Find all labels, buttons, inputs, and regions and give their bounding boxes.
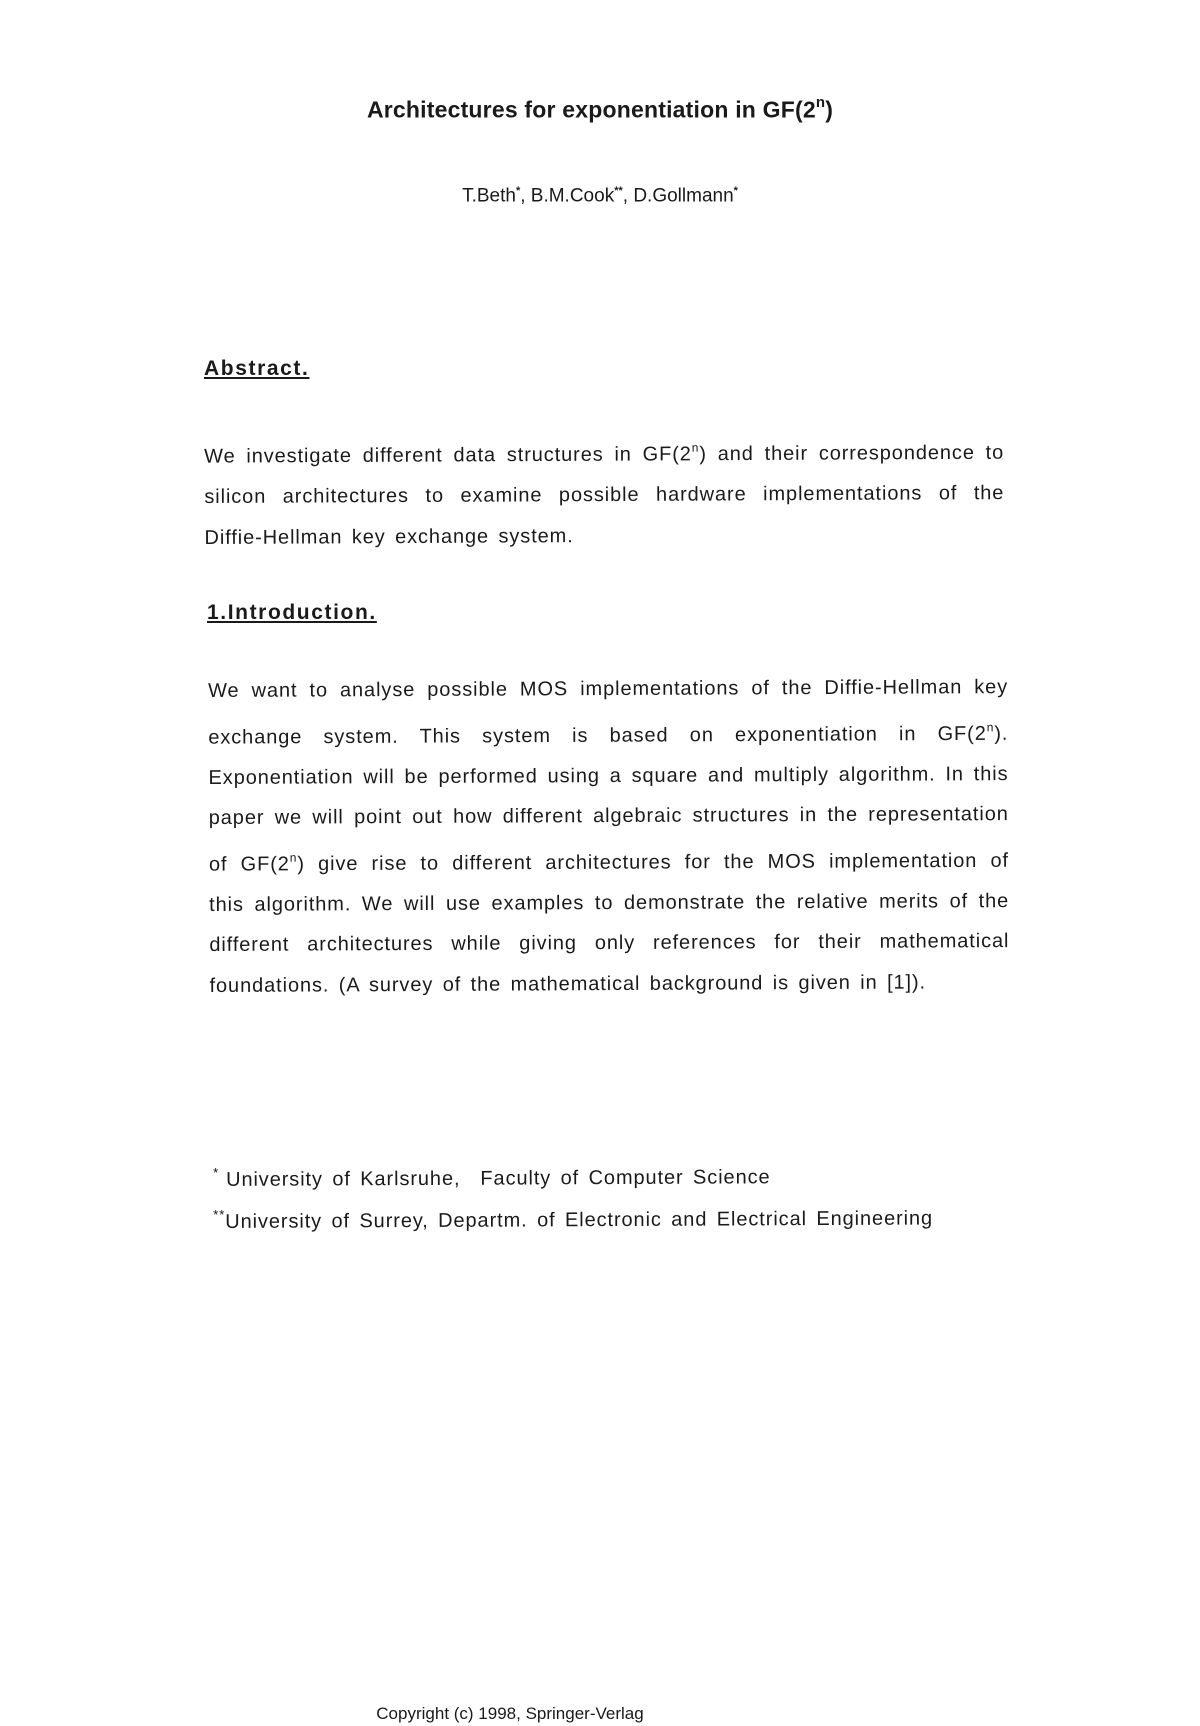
paper-title <box>0 96 1200 124</box>
introduction-heading: 1.Introduction. <box>207 601 377 624</box>
author-name: T.Beth <box>462 185 516 207</box>
author-affiliation-mark: * <box>515 185 521 197</box>
author-name: B.M.Cook <box>530 185 615 207</box>
footnotes <box>213 1156 933 1244</box>
footnote <box>213 1156 933 1202</box>
footnote-text: Faculty of Computer Science <box>480 1166 771 1190</box>
abstract-text-part: We investigate different data structures in GF(2 <box>204 443 692 468</box>
abstract-heading: Abstract. <box>204 357 310 380</box>
author-affiliation-mark: ** <box>614 185 623 197</box>
introduction-paragraph <box>208 667 1010 1006</box>
footnote-text: University of Surrey, Departm. of Electronic and Electrical Engineering <box>225 1207 934 1233</box>
title-text: Architectures for exponentiation in GF(2 <box>366 96 816 123</box>
footnote-text: University of Karlsruhe, <box>226 1167 461 1191</box>
intro-superscript: n <box>289 850 298 865</box>
abstract-superscript: n <box>691 440 700 455</box>
footnote <box>213 1198 933 1244</box>
author-name: D.Gollmann <box>633 185 734 207</box>
intro-superscript: n <box>986 719 995 734</box>
author-separator: , <box>520 185 531 207</box>
intro-text-part: We want to analyse possible MOS implementations of the Diffie-Hellman key exchange system. This system is based on exponentiation in GF(2 <box>208 676 1009 749</box>
title-close: ) <box>825 96 834 123</box>
abstract-paragraph <box>204 427 1005 558</box>
intro-text-part: ) give rise to different architectures for the MOS implementation of this algorithm. We will use examples to demonstrate the relative merits of the different architectures while giving only references for their mathematical foundations. (A survey of the mathematical background is given in [1]). <box>209 849 1010 997</box>
copyright-notice: Copyright (c) 1998, Springer-Verlag <box>376 1704 644 1723</box>
author-affiliation-mark: * <box>733 185 738 197</box>
footnote-mark: * <box>213 1164 220 1180</box>
footnote-mark: ** <box>213 1206 226 1222</box>
abstract-text-part: ) and their correspondence to silicon architectures to examine possible hardware implementations of the Diffie-Hellman key exchange system. <box>204 441 1005 549</box>
author-separator: , <box>622 185 634 207</box>
intro-text-part: ). Exponentiation will be performed using a square and multiply algorithm. In this paper we will point out how different algebraic structures in the representation of GF(2 <box>208 722 1009 876</box>
title-superscript: n <box>815 94 826 111</box>
author-list <box>0 185 1200 207</box>
